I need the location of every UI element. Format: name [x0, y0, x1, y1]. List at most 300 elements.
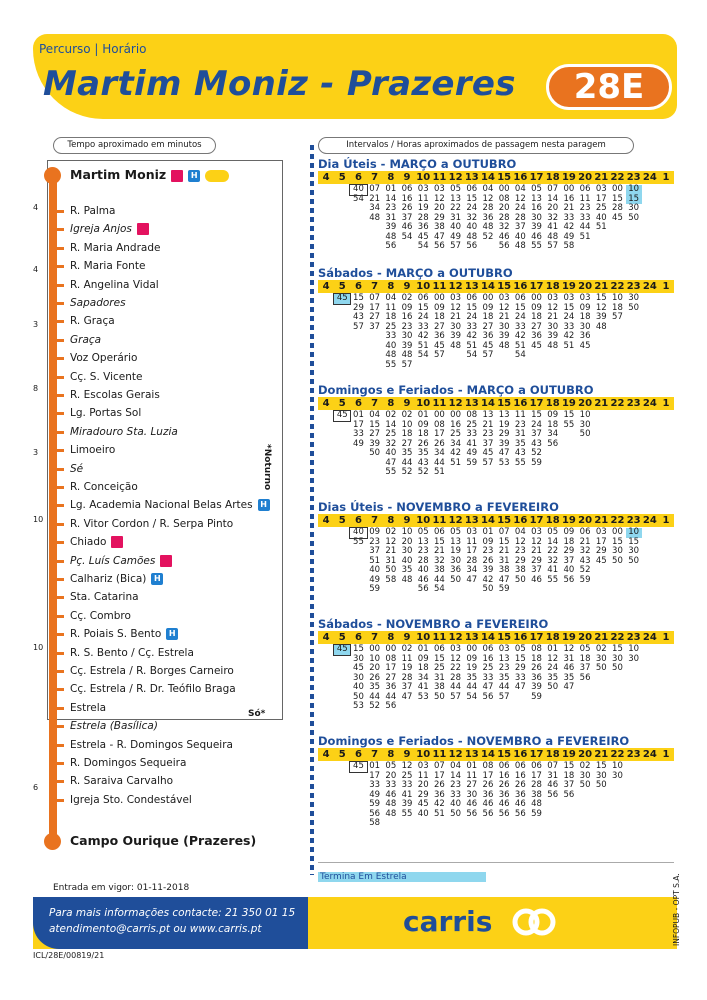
- hour-label: 22: [610, 515, 625, 526]
- stop-tick: [57, 725, 64, 728]
- minute-cell: 24: [466, 312, 478, 322]
- hour-column: [609, 762, 625, 829]
- minute-cell: 03: [595, 184, 607, 194]
- minute-cell: 12: [401, 761, 413, 771]
- hour-label: 15: [497, 515, 512, 526]
- hour-column: [367, 294, 383, 370]
- stop-name: Pç. Luís Camões: [70, 554, 156, 567]
- minute-cell: 16: [450, 419, 461, 430]
- hour-label: 23: [626, 398, 641, 409]
- hour-column: [545, 411, 561, 478]
- minute-cell: 40: [385, 340, 397, 351]
- minute-cell: 13: [498, 410, 510, 420]
- hour-label: 19: [561, 632, 576, 643]
- minute-cell: 10: [401, 527, 413, 537]
- minute-cell: 39: [401, 799, 413, 809]
- minute-cell: 32: [547, 212, 559, 223]
- stop-tick: [57, 707, 64, 710]
- minute-cell: 53: [498, 457, 510, 468]
- stop-12: [70, 407, 141, 420]
- minute-cell: 48: [595, 321, 607, 332]
- hour-label: 10: [416, 515, 431, 526]
- minute-cell: 01: [369, 761, 381, 771]
- minute-cell: 55: [547, 574, 559, 585]
- stop-26: [70, 665, 234, 678]
- minute-cell: 53: [417, 691, 429, 702]
- schedule-section: [318, 266, 674, 370]
- minute-cell: 30: [401, 331, 413, 341]
- minute-cell: 56: [547, 438, 559, 449]
- minute-cell: 01: [482, 527, 494, 537]
- minute-cell: 20: [498, 203, 510, 213]
- minute-cell: 42: [563, 222, 575, 232]
- minutes-grid: [318, 410, 674, 478]
- stop-name: R. Domingos Sequeira: [70, 757, 187, 769]
- minute-cell: 41: [401, 789, 413, 800]
- minute-cell: 52: [369, 701, 381, 711]
- minute-cell: 08: [482, 761, 494, 771]
- minute-cell: 42: [563, 331, 575, 341]
- hour-label: 8: [387, 172, 395, 183]
- hour-label: 10: [416, 398, 431, 409]
- hour-column: [415, 411, 431, 478]
- hour-column: [448, 294, 464, 370]
- schedule-section: [318, 157, 674, 252]
- minute-cell: 23: [401, 321, 413, 332]
- hour-label: 10: [416, 632, 431, 643]
- hour-label: 6: [354, 172, 362, 183]
- minute-cell: 27: [385, 672, 397, 683]
- minute-cell: 30: [612, 770, 623, 781]
- minute-cell: 32: [498, 222, 510, 232]
- stop-name: R. Maria Andrade: [70, 241, 161, 254]
- minute-cell: 08: [385, 653, 397, 664]
- minute-cell: 37: [401, 682, 413, 692]
- minute-cell: 39: [385, 222, 397, 232]
- minute-cell: 45: [482, 448, 494, 458]
- hour-label: 11: [432, 281, 447, 292]
- minute-cell: 42: [450, 448, 461, 458]
- hour-column: [350, 645, 366, 712]
- parking-icon: H: [151, 573, 163, 585]
- minute-cell: 23: [498, 663, 510, 673]
- minute-cell: 45: [353, 663, 364, 673]
- hour-label: 4: [322, 515, 330, 526]
- minute-cell: 18: [547, 419, 559, 430]
- stop-tick: [57, 357, 64, 360]
- minute-cell: 32: [466, 212, 478, 223]
- minute-cell: 18: [417, 429, 429, 439]
- minute-cell: [350, 566, 366, 576]
- minute-cell: 26: [433, 780, 445, 790]
- minute-cell: 21: [547, 312, 559, 322]
- minute-cell: 12: [482, 193, 494, 204]
- hour-column: [415, 762, 431, 829]
- minute-cell: 54: [417, 350, 429, 360]
- publisher-credit: INFOPUB - OPT S.A.: [672, 873, 681, 946]
- minute-cell: 34: [433, 448, 445, 458]
- pointing-hand-icon: [205, 170, 229, 182]
- minute-cell: 24: [514, 203, 526, 213]
- minute-cell: 40: [417, 565, 429, 575]
- hour-label: 13: [464, 398, 479, 409]
- hour-column: [626, 762, 642, 829]
- hour-label: 16: [513, 281, 528, 292]
- minute-cell: 33: [563, 212, 575, 223]
- minute-cell: 00: [466, 644, 478, 654]
- hour-column: [577, 528, 593, 595]
- minute-cell: 15: [433, 653, 445, 664]
- minute-cell: 07: [547, 184, 559, 194]
- stop-name: R. Palma: [70, 205, 116, 217]
- minute-cell: 59: [531, 808, 542, 819]
- minute-cell: 26: [531, 663, 542, 673]
- minute-cell: 35: [401, 565, 413, 575]
- hour-label: 21: [594, 515, 609, 526]
- tram-stop-icon: [111, 536, 123, 548]
- minute-cell: 38: [433, 682, 445, 692]
- minute-cell: 47: [498, 574, 510, 585]
- minute-cell: 56: [385, 241, 397, 251]
- minute-cell: 29: [417, 789, 429, 800]
- minute-cell: 00: [612, 184, 623, 194]
- minute-cell: 40: [417, 808, 429, 819]
- hour-column: [431, 762, 447, 829]
- hour-label: 14: [481, 398, 495, 409]
- minute-cell: 15: [563, 410, 575, 420]
- minute-cell: 52: [417, 467, 429, 477]
- stop-3: [70, 242, 160, 255]
- minute-cell: 39: [450, 331, 461, 341]
- parking-icon: H: [188, 170, 200, 182]
- hour-column: [496, 185, 512, 252]
- minute-cell: 36: [498, 789, 510, 800]
- stop-name: Miradouro Sta. Luzia: [70, 425, 178, 438]
- hour-column: [383, 762, 399, 829]
- hour-column: [367, 762, 383, 829]
- minute-cell: 50: [579, 429, 591, 439]
- minute-cell: 15: [514, 302, 526, 313]
- minute-cell: 16: [514, 770, 526, 781]
- hour-label: 10: [416, 749, 431, 760]
- minute-cell: 49: [369, 574, 381, 585]
- minute-cell: 52: [531, 448, 542, 458]
- start-stop-dot: [44, 167, 61, 184]
- schedule-section: [318, 617, 674, 712]
- hour-label: 18: [545, 749, 560, 760]
- hour-column: [642, 645, 658, 712]
- hour-column: [431, 185, 447, 252]
- hour-column: [480, 294, 496, 370]
- minute-cell: 36: [482, 789, 494, 800]
- hour-column: [318, 411, 334, 478]
- minute-cell: 54: [514, 350, 526, 360]
- hour-column: [593, 294, 609, 370]
- minute-cell: 44: [579, 222, 591, 232]
- minute-cell: 07: [433, 761, 445, 771]
- minute-cell: 30: [579, 770, 591, 781]
- minute-cell: 41: [547, 222, 559, 232]
- hour-label: 19: [561, 515, 576, 526]
- hour-label: 12: [448, 172, 463, 183]
- minute-cell: 36: [579, 331, 591, 341]
- minute-cell: 13: [482, 410, 494, 420]
- minute-cell: 26: [482, 780, 494, 790]
- minute-cell: 57: [498, 691, 510, 702]
- stop-31: [70, 757, 186, 770]
- stop-20: [70, 555, 172, 568]
- minute-cell: 59: [579, 574, 591, 585]
- minute-cell: 02: [579, 761, 591, 771]
- minute-cell: 51: [466, 340, 478, 351]
- stop-tick: [57, 284, 64, 287]
- minute-cell: 56: [547, 789, 559, 800]
- minute-cell: 39: [498, 438, 510, 449]
- hour-column: [318, 185, 334, 252]
- minute-cell: 13: [498, 653, 510, 664]
- hour-column: [448, 411, 464, 478]
- stop-name: Igreja Sto. Condestável: [70, 793, 192, 806]
- minute-cell: 05: [385, 761, 397, 771]
- minute-cell: 27: [531, 321, 542, 332]
- hour-label: 18: [545, 281, 560, 292]
- hour-label: 11: [432, 749, 447, 760]
- minute-cell: 55: [514, 457, 526, 468]
- minute-cell: 50: [514, 574, 526, 585]
- stop-name: R. Escolas Gerais: [70, 389, 160, 401]
- hour-column: [642, 762, 658, 829]
- hour-column: [480, 185, 496, 252]
- minute-cell: 06: [466, 184, 478, 194]
- minute-cell: 44: [385, 691, 397, 702]
- hour-label: 24: [642, 632, 657, 643]
- minute-cell: 10: [628, 644, 640, 654]
- minute-cell: 03: [450, 293, 461, 303]
- minute-cell: 03: [579, 293, 591, 303]
- hour-label: 22: [610, 281, 625, 292]
- minute-cell: 15: [466, 193, 478, 204]
- minute-cell: 43: [531, 438, 542, 449]
- minute-cell: 27: [369, 429, 381, 439]
- minute-cell: 18: [563, 770, 575, 781]
- minute-cell: 18: [531, 312, 542, 322]
- stop-tick: [57, 596, 64, 599]
- minute-cell: 28: [466, 555, 478, 566]
- minute-cell: [350, 214, 366, 224]
- stop-32: [70, 775, 173, 788]
- minute-cell: 48: [450, 340, 461, 351]
- minute-cell: 39: [531, 682, 542, 692]
- hour-column: [642, 185, 658, 252]
- minute-cell: 29: [531, 555, 542, 566]
- hour-label: 10: [416, 172, 431, 183]
- hour-label: 23: [626, 172, 641, 183]
- minute-cell: 31: [433, 672, 445, 683]
- divider: [310, 145, 314, 875]
- minute-cell: 28: [450, 672, 461, 683]
- minute-cell: 48: [385, 808, 397, 819]
- minute-cell: 20: [547, 203, 559, 213]
- minute-cell: 09: [579, 302, 591, 313]
- stop-name: R. Vitor Cordon / R. Serpa Pinto: [70, 517, 234, 530]
- minute-cell: 45: [579, 340, 591, 351]
- hour-label: 12: [448, 398, 463, 409]
- minute-cell: 21: [498, 312, 510, 322]
- footer: [33, 897, 677, 949]
- minute-cell: 42: [466, 331, 478, 341]
- minute-cell: 15: [563, 302, 575, 313]
- minute-cell: 36: [385, 682, 397, 692]
- hour-label: 20: [578, 281, 593, 292]
- hour-label: 20: [578, 172, 593, 183]
- minute-cell: 53: [353, 701, 364, 711]
- stop-name: R. Poiais S. Bento: [70, 628, 162, 641]
- stop-17: [70, 499, 270, 512]
- route-number-badge: 28E: [546, 64, 672, 110]
- hour-column: [528, 411, 544, 478]
- minute-cell: 57: [450, 691, 461, 702]
- minute-cell: 33: [579, 212, 591, 223]
- hour-label: 18: [545, 398, 560, 409]
- minute-cell: 00: [369, 644, 381, 654]
- hour-column: [626, 528, 642, 595]
- minute-cell: 40: [563, 565, 575, 575]
- hour-label: 16: [513, 398, 528, 409]
- minute-cell: 23: [482, 546, 494, 556]
- hour-column: [399, 528, 415, 595]
- minute-cell: 33: [466, 321, 478, 332]
- hour-label: 4: [322, 281, 330, 292]
- hour-label: 15: [497, 632, 512, 643]
- minute-cell: 45: [482, 340, 494, 351]
- hour-column: [561, 762, 577, 829]
- minute-cell: 40: [401, 555, 413, 566]
- hour-column: [464, 645, 480, 712]
- stop-name: Martim Moniz: [70, 167, 167, 182]
- stop-name: Voz Operário: [70, 352, 138, 365]
- minute-cell: 46: [514, 799, 526, 809]
- minute-cell: 24: [531, 419, 542, 430]
- hour-column: [545, 185, 561, 252]
- minute-cell: 57: [433, 350, 445, 360]
- minute-cell: 19: [466, 663, 478, 673]
- minute-cell: 28: [482, 203, 494, 213]
- stop-name: R. S. Bento / Cç. Estrela: [70, 646, 194, 659]
- hour-label: 6: [354, 632, 362, 643]
- hour-column: [464, 294, 480, 370]
- minute-cell: 28: [401, 672, 413, 683]
- minute-cell: 07: [369, 184, 381, 194]
- stop-tick: [57, 688, 64, 691]
- minute-cell: 15: [498, 536, 510, 547]
- minute-cell: 45: [334, 411, 350, 421]
- minute-cell: 44: [498, 682, 510, 692]
- minute-cell: 48: [401, 574, 413, 585]
- minute-cell: 08: [466, 410, 478, 420]
- minute-cell: 17: [595, 193, 607, 204]
- hour-column: [431, 294, 447, 370]
- minute-cell: 49: [466, 448, 478, 458]
- parking-icon: H: [258, 499, 270, 511]
- noturno-label: *Noturno: [262, 444, 272, 491]
- stop-name: Sapadores: [70, 297, 126, 309]
- minute-cell: 59: [531, 691, 542, 702]
- minute-cell: 12: [563, 644, 575, 654]
- minute-cell: 17: [482, 770, 494, 781]
- minute-cell: 56: [466, 808, 478, 819]
- minute-cell: 41: [417, 682, 429, 692]
- minute-cell: 16: [563, 193, 575, 204]
- minute-cell: 15: [531, 410, 542, 420]
- minute-cell: 44: [466, 682, 478, 692]
- minute-cell: 59: [466, 457, 478, 468]
- minute-cell: 38: [433, 222, 445, 232]
- minute-cell: 39: [482, 565, 494, 575]
- minute-cell: 45: [612, 212, 623, 223]
- hour-column: [464, 762, 480, 829]
- minute-cell: 17: [466, 546, 478, 556]
- hour-label: 8: [387, 515, 395, 526]
- hour-column: [496, 528, 512, 595]
- minute-cell: 47: [466, 574, 478, 585]
- minute-cell: 22: [450, 663, 461, 673]
- hour-label: 11: [432, 515, 447, 526]
- minute-cell: 06: [466, 293, 478, 303]
- minute-cell: 21: [531, 546, 542, 556]
- stop-name: R. Maria Fonte: [70, 260, 146, 273]
- hour-column: [545, 528, 561, 595]
- hour-column: [383, 411, 399, 478]
- hour-column: [609, 294, 625, 370]
- minute-cell: 32: [547, 555, 559, 566]
- minute-cell: 27: [401, 438, 413, 449]
- minute-cell: 19: [498, 419, 510, 430]
- minute-cell: 20: [385, 770, 397, 781]
- minute-cell: 15: [612, 644, 623, 654]
- minute-cell: 11: [466, 536, 478, 547]
- minute-cell: 16: [401, 312, 413, 322]
- stop-9: [70, 352, 137, 365]
- hour-label: 21: [594, 172, 609, 183]
- hour-label: 7: [371, 632, 379, 643]
- hour-column: [512, 645, 528, 712]
- minute-cell: 11: [401, 653, 413, 664]
- hour-column: [496, 645, 512, 712]
- minute-cell: 03: [595, 527, 607, 537]
- minute-cell: 20: [401, 536, 413, 547]
- minute-cell: 35: [498, 672, 510, 683]
- minute-cell: 33: [514, 321, 526, 332]
- minute-cell: 51: [433, 808, 445, 819]
- hour-label: 9: [403, 749, 411, 760]
- hour-label: 7: [371, 749, 379, 760]
- minute-cell: 06: [498, 761, 510, 771]
- minute-cell: 13: [417, 536, 429, 547]
- stop-18: [70, 518, 233, 531]
- stop-5: [70, 279, 159, 292]
- stop-name: Igreja Anjos: [70, 223, 132, 236]
- minute-cell: 34: [547, 429, 559, 439]
- stop-6: [70, 297, 126, 310]
- minute-cell: 10: [612, 293, 623, 303]
- minute-cell: 45: [334, 294, 350, 304]
- minute-cell: 48: [498, 340, 510, 351]
- minute-cell: 18: [563, 536, 575, 547]
- minute-cell: 03: [417, 761, 429, 771]
- minute-cell: 00: [385, 644, 397, 654]
- hour-label: 6: [354, 515, 362, 526]
- stop-8: [70, 334, 101, 347]
